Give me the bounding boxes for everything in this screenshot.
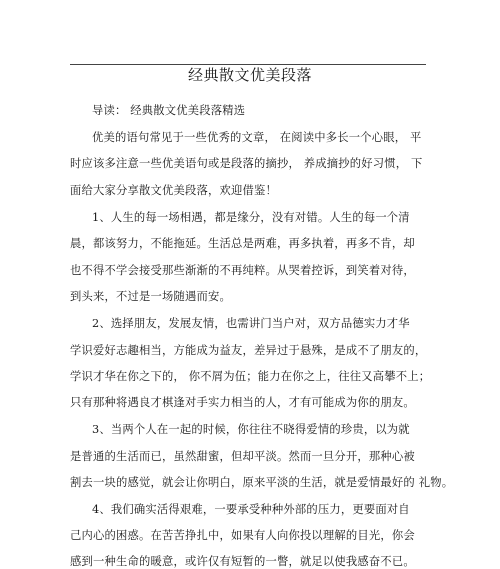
paragraph-2-line: 学识爱好志趣相当，方能成为益友，差异过于悬殊，是成不了朋友的， — [70, 344, 427, 357]
paragraph-2-line: 只有那种将遇良才棋逢对手实力相当的人，才有可能成为你的朋友。 — [70, 396, 415, 409]
paragraph-1-line: 也不得不学会接受那些渐渐的不再纯粹。从哭着控诉，到笑着对待， — [70, 264, 415, 277]
paragraph-2-line: 2、选择朋友，发展友情，也需讲门当户对，双方品德实力才华 — [92, 317, 410, 330]
paragraph-2-line: 学识才华在你之下的， 你不屑为伍；能力在你之上，往往又高攀不上； — [70, 370, 431, 383]
intro-line: 优美的语句常见于一些优秀的文章， 在阅读中多长一个心眼， 平 — [92, 131, 422, 144]
intro-line: 面给大家分享散文优美段落，欢迎借鉴！ — [70, 184, 277, 197]
paragraph-1-line: 晨，都该努力，不能拖延。生活总是两难，再多执着，再多不肯，却 — [70, 237, 415, 250]
paragraph-4-line: 感到一种生命的暖意，或许仅有短暂的一瞥，就足以使我感奋不已。 — [70, 555, 415, 568]
lead-line: 导读： 经典散文优美段落精选 — [92, 104, 246, 117]
paragraph-1-line: 1、人生的每一场相遇，都是缘分，没有对错。人生的每一个清 — [92, 211, 410, 224]
document-title: 经典散文优美段落 — [187, 66, 312, 84]
intro-line: 时应该多注意一些优美语句或是段落的摘抄， 养成摘抄的好习惯， 下 — [70, 157, 423, 170]
paragraph-4-line: 4、我们确实活得艰难，一要承受种种外部的压力，更要面对自 — [92, 503, 410, 516]
paragraph-4-line: 己内心的困惑。在苦苦挣扎中，如果有人向你投以理解的目光，你会 — [70, 529, 415, 542]
paragraph-1-line: 到头来，不过是一场随遇而安。 — [70, 290, 231, 303]
header-rule — [70, 64, 426, 65]
paragraph-3-line: 3、当两个人在一起的时候，你往往不晓得爱情的珍贵，以为就 — [92, 423, 410, 436]
paragraph-3-line: 割去一块的感觉，就会让你明白，原来平淡的生活，就是爱情最好的 礼物。 — [70, 476, 454, 489]
paragraph-3-line: 是普通的生活而已，虽然甜蜜，但却平淡。然而一旦分开，那种心被 — [70, 450, 415, 463]
